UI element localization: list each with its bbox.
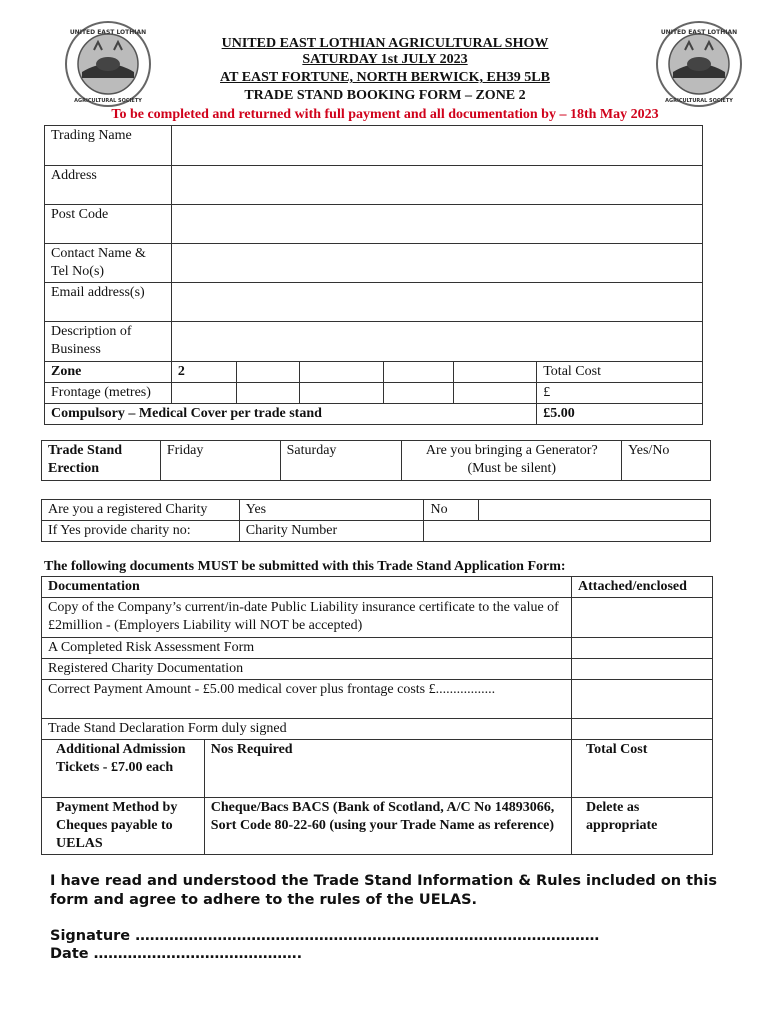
saturday-option[interactable]: Saturday: [280, 441, 402, 481]
charity-question: Are you a registered Charity: [42, 500, 240, 521]
svg-text:UNITED EAST LOTHIAN: UNITED EAST LOTHIAN: [69, 29, 147, 36]
declaration-text: I have read and understood the Trade Stand Information & Rules included on this form and agree to adhere to the rules of the UELAS.: [50, 873, 718, 908]
address-label: Address: [45, 166, 172, 205]
frontage-cell[interactable]: [299, 362, 383, 383]
svg-text:AGRICULTURAL SOCIETY: AGRICULTURAL SOCIETY: [74, 98, 142, 104]
trading-name-field[interactable]: [171, 126, 702, 166]
trading-name-label: Trading Name: [45, 126, 172, 166]
form-title: TRADE STAND BOOKING FORM – ZONE 2: [244, 88, 526, 103]
frontage-cell[interactable]: [454, 362, 537, 383]
frontage-cell[interactable]: [171, 383, 236, 404]
doc-payment-check[interactable]: [572, 680, 713, 719]
charity-no[interactable]: No: [424, 500, 479, 521]
zone-value: 2: [171, 362, 236, 383]
doc-risk-check[interactable]: [572, 638, 713, 659]
post-code-field[interactable]: [171, 205, 702, 244]
email-label: Email address(s): [45, 283, 172, 322]
charity-number-field[interactable]: [424, 521, 711, 542]
total-cost-label: Total Cost: [537, 362, 703, 383]
erection-label: Trade Stand Erection: [42, 441, 161, 481]
charity-answer-field[interactable]: [479, 500, 711, 521]
generator-answer[interactable]: Yes/No: [622, 441, 711, 481]
description-field[interactable]: [171, 322, 702, 362]
frontage-cell[interactable]: [299, 383, 383, 404]
tickets-total-cost[interactable]: Total Cost: [572, 740, 713, 798]
post-code-label: Post Code: [45, 205, 172, 244]
charity-provide-label: If Yes provide charity no:: [42, 521, 240, 542]
address-field[interactable]: [171, 166, 702, 205]
frontage-cell[interactable]: [454, 383, 537, 404]
svg-text:AGRICULTURAL SOCIETY: AGRICULTURAL SOCIETY: [665, 98, 733, 104]
documents-table: [41, 576, 713, 855]
description-label: Description of Business: [45, 322, 172, 362]
documents-intro: The following documents MUST be submitted with this Trade Stand Application Form:: [44, 559, 566, 574]
frontage-cell[interactable]: [383, 383, 454, 404]
generator-question: Are you bringing a Generator? (Must be silent): [402, 441, 622, 481]
frontage-cell[interactable]: [383, 362, 454, 383]
doc-charity-check[interactable]: [572, 659, 713, 680]
tickets-label: Additional Admission Tickets - £7.00 each: [42, 740, 205, 798]
doc-payment: Correct Payment Amount - £5.00 medical cover plus frontage costs £.................: [42, 680, 572, 719]
doc-declaration-check[interactable]: [572, 719, 713, 740]
charity-number-label: Charity Number: [239, 521, 424, 542]
delete-as-appropriate: Delete as appropriate: [572, 798, 713, 855]
medical-cover-label: Compulsory – Medical Cover per trade stand: [45, 404, 537, 425]
currency-field[interactable]: £: [537, 383, 703, 404]
date-line[interactable]: Date …………………………………….: [50, 946, 303, 962]
email-field[interactable]: [171, 283, 702, 322]
show-date: SATURDAY 1st JULY 2023: [302, 52, 468, 67]
charity-table: [41, 499, 711, 542]
signature-line[interactable]: Signature ……………………………………………………………………………………: [50, 928, 600, 944]
doc-risk-assessment: A Completed Risk Assessment Form: [42, 638, 572, 659]
show-venue: AT EAST FORTUNE, NORTH BERWICK, EH39 5LB: [220, 70, 550, 85]
payment-method-label: Payment Method by Cheques payable to UELAS: [42, 798, 205, 855]
doc-charity: Registered Charity Documentation: [42, 659, 572, 680]
erection-table: [41, 440, 711, 481]
contact-field[interactable]: [171, 244, 702, 283]
show-title: UNITED EAST LOTHIAN AGRICULTURAL SHOW: [221, 36, 549, 51]
zone-label: Zone: [45, 362, 172, 383]
frontage-cell[interactable]: [236, 383, 299, 404]
doc-declaration: Trade Stand Declaration Form duly signed: [42, 719, 572, 740]
documentation-header: Documentation: [42, 577, 572, 598]
trader-details-table: [44, 125, 703, 425]
svg-text:UNITED EAST LOTHIAN: UNITED EAST LOTHIAN: [660, 29, 738, 36]
contact-label: Contact Name & Tel No(s): [45, 244, 172, 283]
doc-insurance-check[interactable]: [572, 598, 713, 638]
doc-insurance: Copy of the Company’s current/in-date Public Liability insurance certificate to the value of £2million - (Employers Liability will NOT be accepted): [42, 598, 572, 638]
deadline-notice: To be completed and returned with full payment and all documentation by – 18th May 2023: [111, 107, 659, 122]
charity-yes[interactable]: Yes: [239, 500, 424, 521]
attached-header: Attached/enclosed: [572, 577, 713, 598]
medical-cover-cost: £5.00: [537, 404, 703, 425]
friday-option[interactable]: Friday: [160, 441, 280, 481]
payment-method-value[interactable]: Cheque/Bacs BACS (Bank of Scotland, A/C No 14893066, Sort Code 80-22-60 (using your Trade Name as reference): [204, 798, 571, 855]
frontage-label: Frontage (metres): [45, 383, 172, 404]
frontage-cell[interactable]: [236, 362, 299, 383]
nos-required[interactable]: Nos Required: [204, 740, 571, 798]
